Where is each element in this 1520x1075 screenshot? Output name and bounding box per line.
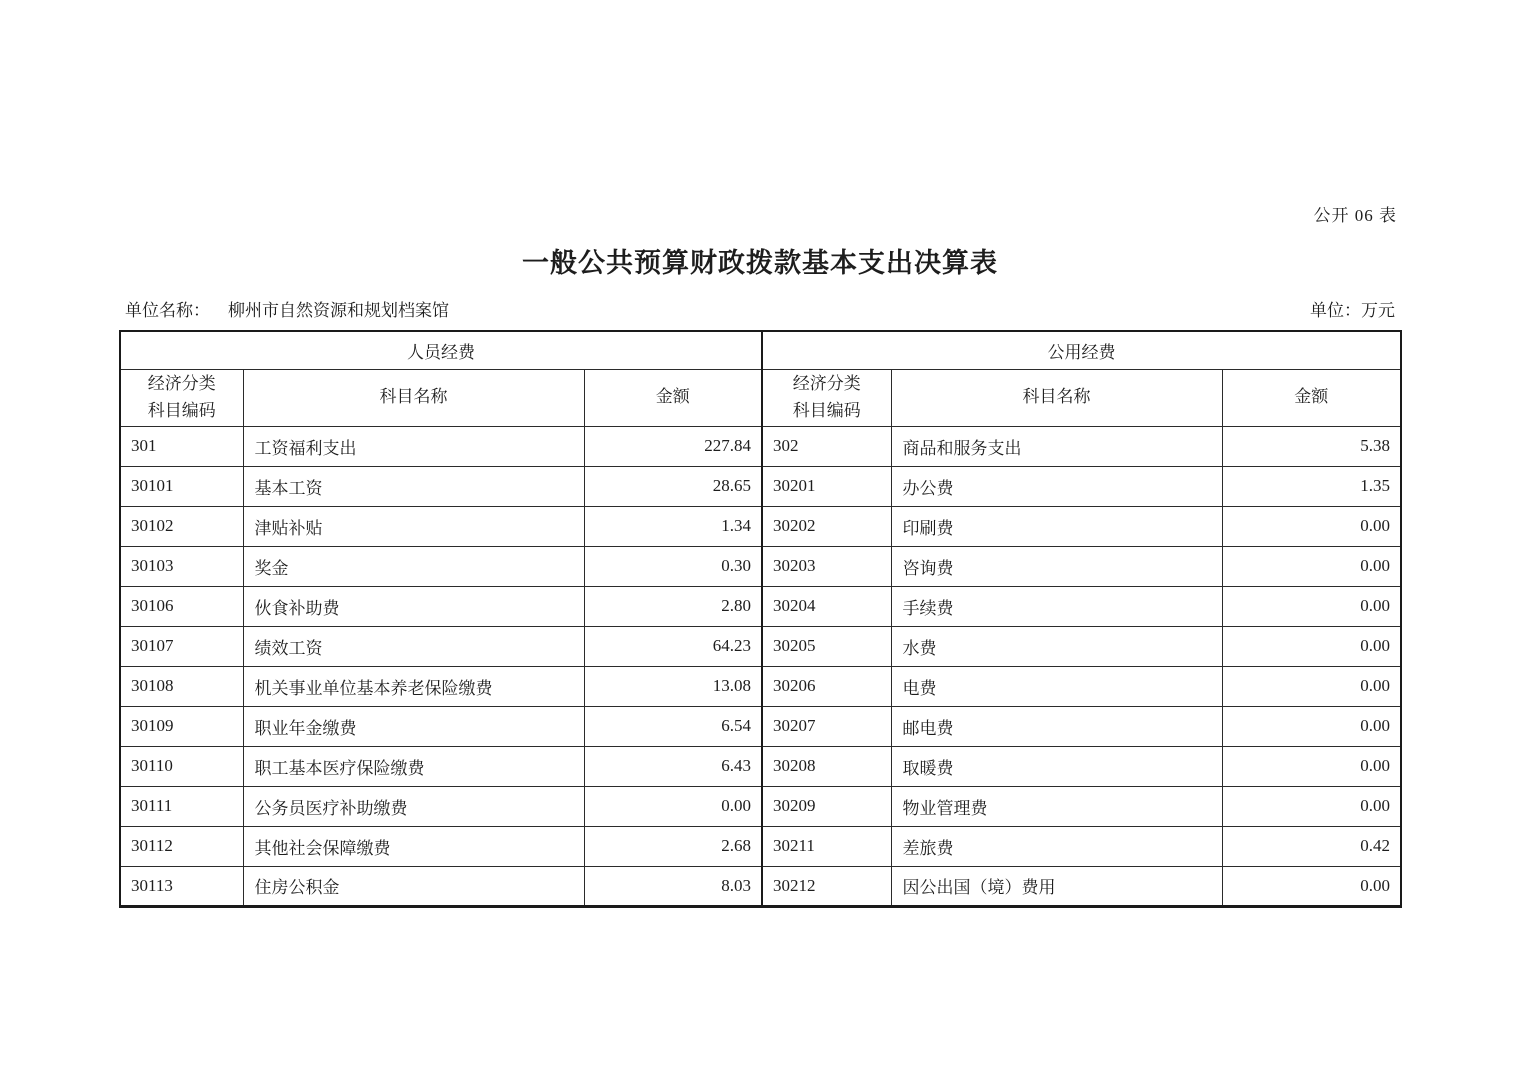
left-amount-cell: 227.84 [584,426,762,466]
right-name-cell: 办公费 [891,466,1222,506]
unit-name-label: 单位名称： [125,301,210,320]
table-row [120,466,1401,506]
right-amount-cell: 0.00 [1222,506,1401,546]
table-row [120,586,1401,626]
right-name-cell: 商品和服务支出 [891,426,1222,466]
right-code-cell: 30206 [762,666,891,706]
right-code-header [762,369,891,426]
right-name-cell: 邮电费 [891,706,1222,746]
right-code-cell: 30209 [762,786,891,826]
left-amount-cell: 6.43 [584,746,762,786]
page-title: 一般公共预算财政拨款基本支出决算表 [522,248,998,278]
table-row [120,626,1401,666]
left-code-cell: 30108 [120,666,243,706]
right-code-cell: 30204 [762,586,891,626]
right-amount-cell: 5.38 [1222,426,1401,466]
right-code-cell: 30203 [762,546,891,586]
left-code-cell: 30107 [120,626,243,666]
right-amount-header: 金额 [1222,369,1401,426]
right-amount-cell: 0.00 [1222,746,1401,786]
unit-name-group [125,296,449,321]
unit-name-value: 柳州市自然资源和规划档案馆 [228,301,449,320]
left-amount-cell: 64.23 [584,626,762,666]
column-header-row [120,369,1401,426]
budget-table [119,330,1402,908]
left-name-cell: 伙食补助费 [243,586,584,626]
left-name-cell: 职工基本医疗保险缴费 [243,746,584,786]
right-amount-cell: 0.00 [1222,706,1401,746]
right-name-cell: 差旅费 [891,826,1222,866]
right-code-cell: 30205 [762,626,891,666]
right-name-cell: 电费 [891,666,1222,706]
left-name-cell: 公务员医疗补助缴费 [243,786,584,826]
left-name-header: 科目名称 [243,369,584,426]
table-row [120,546,1401,586]
right-name-cell: 取暖费 [891,746,1222,786]
table-row [120,786,1401,826]
left-code-cell: 30101 [120,466,243,506]
table-row [120,746,1401,786]
left-code-cell: 30102 [120,506,243,546]
left-code-cell: 30113 [120,866,243,906]
right-code-cell: 30201 [762,466,891,506]
left-code-cell: 30106 [120,586,243,626]
budget-table-wrap [119,330,1402,908]
left-amount-cell: 13.08 [584,666,762,706]
currency-unit-label: 单位：万元 [1310,301,1395,320]
right-group-header: 公用经费 [762,331,1401,369]
left-amount-cell: 2.68 [584,826,762,866]
right-amount-cell: 0.00 [1222,786,1401,826]
right-amount-cell: 0.00 [1222,626,1401,666]
right-code-cell: 30211 [762,826,891,866]
left-name-cell: 绩效工资 [243,626,584,666]
group-header-row [120,331,1401,369]
right-amount-cell: 0.42 [1222,826,1401,866]
left-code-header-line2: 科目编码 [147,400,216,420]
right-name-cell: 手续费 [891,586,1222,626]
right-amount-cell: 0.00 [1222,866,1401,906]
left-name-cell: 工资福利支出 [243,426,584,466]
left-code-cell: 301 [120,426,243,466]
left-amount-cell: 28.65 [584,466,762,506]
right-amount-cell: 0.00 [1222,666,1401,706]
right-amount-cell: 0.00 [1222,586,1401,626]
left-code-cell: 30103 [120,546,243,586]
right-amount-cell: 0.00 [1222,546,1401,586]
left-amount-cell: 2.80 [584,586,762,626]
left-name-cell: 其他社会保障缴费 [243,826,584,866]
left-name-cell: 奖金 [243,546,584,586]
right-code-cell: 30207 [762,706,891,746]
left-code-cell: 30109 [120,706,243,746]
table-row [120,706,1401,746]
table-row [120,426,1401,466]
right-code-header-line1: 经济分类 [792,374,861,394]
left-name-cell: 职业年金缴费 [243,706,584,746]
budget-table-body [120,426,1401,906]
left-code-cell: 30110 [120,746,243,786]
right-code-cell: 30202 [762,506,891,546]
table-row [120,506,1401,546]
right-name-cell: 因公出国（境）费用 [891,866,1222,906]
left-amount-cell: 8.03 [584,866,762,906]
right-name-header: 科目名称 [891,369,1222,426]
left-amount-cell: 0.30 [584,546,762,586]
table-row [120,866,1401,906]
left-amount-cell: 0.00 [584,786,762,826]
left-code-header-line1: 经济分类 [147,374,216,394]
left-name-cell: 津贴补贴 [243,506,584,546]
right-amount-cell: 1.35 [1222,466,1401,506]
left-code-cell: 30112 [120,826,243,866]
left-name-cell: 机关事业单位基本养老保险缴费 [243,666,584,706]
left-amount-header: 金额 [584,369,762,426]
table-row [120,666,1401,706]
left-code-cell: 30111 [120,786,243,826]
left-name-cell: 基本工资 [243,466,584,506]
sheet-number-label: 公开 06 表 [1313,206,1397,225]
right-code-cell: 30208 [762,746,891,786]
left-amount-cell: 6.54 [584,706,762,746]
right-code-cell: 30212 [762,866,891,906]
right-name-cell: 水费 [891,626,1222,666]
left-name-cell: 住房公积金 [243,866,584,906]
left-group-header: 人员经费 [120,331,762,369]
meta-row [125,296,1395,321]
left-code-header [120,369,243,426]
right-name-cell: 印刷费 [891,506,1222,546]
left-amount-cell: 1.34 [584,506,762,546]
right-name-cell: 物业管理费 [891,786,1222,826]
table-row [120,826,1401,866]
right-name-cell: 咨询费 [891,546,1222,586]
right-code-header-line2: 科目编码 [792,400,861,420]
right-code-cell: 302 [762,426,891,466]
